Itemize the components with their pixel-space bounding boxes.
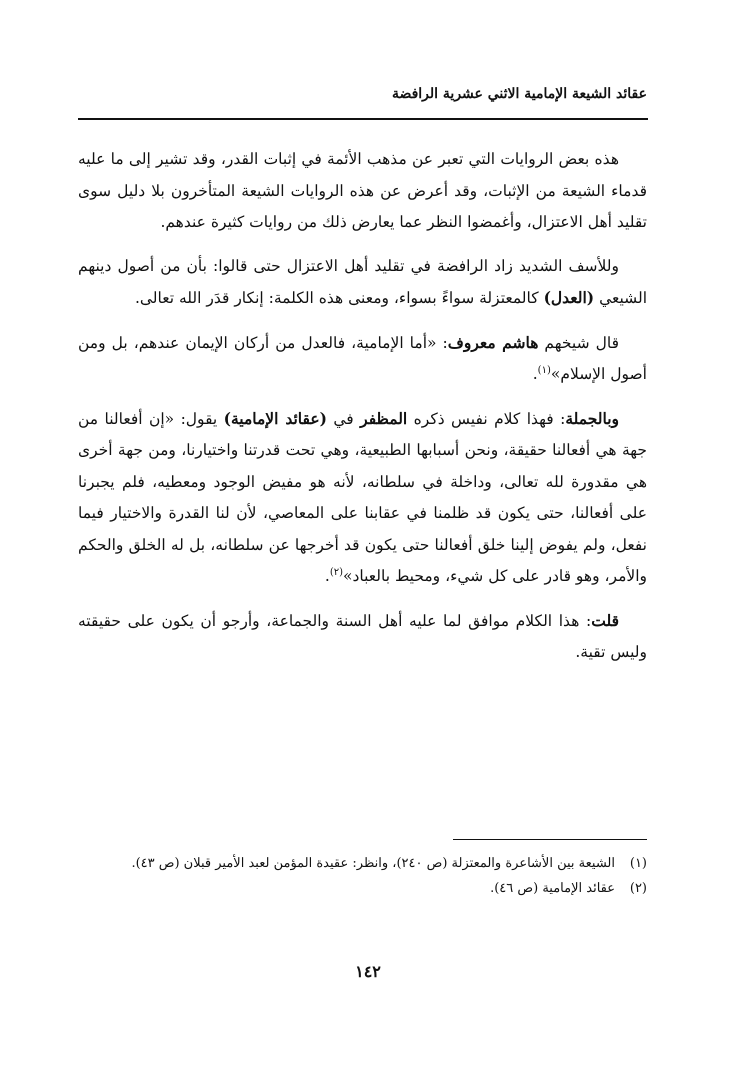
footnote-1-number: (١) bbox=[629, 856, 647, 871]
paragraph-3-text-a: قال شيخهم bbox=[538, 333, 619, 352]
paragraph-1-text: هذه بعض الروايات التي تعبر عن مذهب الأئمة في إثبات القدر، وقد تشير إلى ما عليه قدماء الشيعة من الإثبات، وقد أعرض عن هذه الروايات الشيعة المتأخرون بلا دليل سوى تقليد أهل الاعتزال، وأغمضوا النظر عما يعارض ذلك من روايات كثيرة عندهم. bbox=[78, 150, 647, 231]
paragraph-2-text-b: كالمعتزلة سواءً بسواء، ومعنى هذه الكلمة: إنكار قدَر الله تعالى. bbox=[134, 289, 544, 307]
footnotes bbox=[78, 851, 647, 901]
term-adl: (العدل) bbox=[543, 288, 595, 307]
footnote-rule bbox=[453, 839, 647, 840]
main-text bbox=[78, 144, 647, 681]
paragraph-2-text-a: وللأسف الشديد زاد الرافضة في تقليد أهل الاعتزال حتى قالوا: بأن من أصول دينهم الشيعي bbox=[78, 256, 647, 307]
book-title-aqaid-imamiya: (عقائد الإمامية) bbox=[223, 408, 327, 428]
lead-word-bil-jumla: وبالجملة bbox=[565, 408, 620, 428]
footnote-2 bbox=[78, 876, 647, 901]
paragraph-3-quote: : «أما الإمامية، فالعدل من أركان الإيمان عندهم، بل ومن أصول الإسلام» bbox=[78, 333, 647, 383]
paragraph-4-text-a: : فهذا كلام نفيس ذكره bbox=[407, 409, 566, 428]
author-name-muzaffar: المظفر bbox=[360, 408, 408, 428]
page-number: ١٤٢ bbox=[355, 962, 381, 981]
running-title: عقائد الشيعة الإمامية الاثني عشرية الرافضة bbox=[391, 86, 647, 102]
footnote-2-text: عقائد الإمامية (ص ٤٦). bbox=[490, 881, 615, 896]
paragraph-5 bbox=[78, 605, 647, 669]
footnote-ref-1[interactable]: (١) bbox=[537, 364, 551, 376]
paragraph-4-text-b: في bbox=[326, 409, 361, 428]
footnote-ref-2[interactable]: (٢) bbox=[329, 566, 344, 578]
paragraph-3-end: . bbox=[532, 365, 538, 383]
lead-word-qultu: قلت bbox=[591, 610, 619, 630]
paragraph-2 bbox=[78, 251, 647, 315]
author-name-hashem-maroof: هاشم معروف bbox=[447, 332, 539, 352]
footnote-1 bbox=[78, 851, 647, 876]
paragraph-1 bbox=[78, 144, 647, 239]
footnote-1-text: الشيعة بين الأشاعرة والمعتزلة (ص ٢٤٠)، وانظر: عقيدة المؤمن لعبد الأمير قبلان (ص ٤٣). bbox=[131, 856, 615, 871]
footnote-2-number: (٢) bbox=[629, 881, 647, 896]
paragraph-3 bbox=[78, 327, 647, 391]
paragraph-4 bbox=[78, 403, 647, 593]
header-rule bbox=[78, 118, 648, 120]
paragraph-4-end: . bbox=[324, 567, 330, 585]
paragraph-5-text: : هذا الكلام موافق لما عليه أهل السنة والجماعة، وأرجو أن يكون على حقيقته وليس تقية. bbox=[78, 611, 647, 661]
paragraph-4-quote: يقول: «إن أفعالنا من جهة هي أفعالنا حقيقة، ونحن أسبابها الطبيعية، وهي تحت قدرتنا واختيارنا، ومن جهة أخرى هي مقدورة لله تعالى، وداخلة في سلطانه، لأنه هو مفيض الوجود ومعطيه، فلم يجبرنا على أفعالنا، حتى يكون قد ظلمنا في عقابنا على المعاصي، لأن لنا القدرة والاختيار فيما نفعل، ولم يفوض إلينا خلق أفعالنا حتى يكون قد أخرجها عن سلطانه، بل له الخلق والحكم والأمر، وهو قادر على كل شيء، ومحيط بالعباد» bbox=[78, 409, 647, 585]
